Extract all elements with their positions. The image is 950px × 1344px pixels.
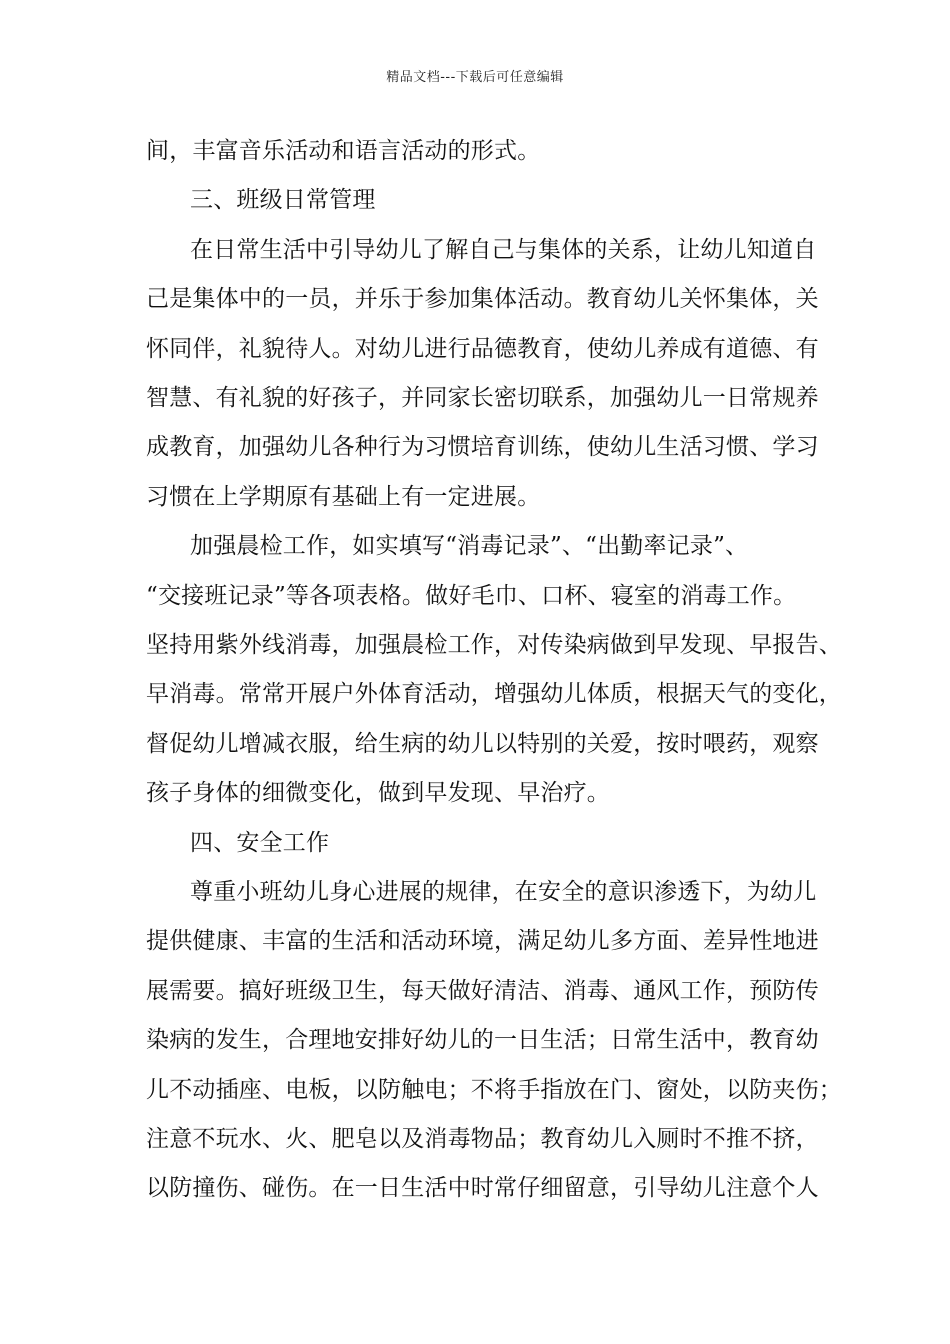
text-line: 尊重小班幼儿身心进展的规律，在安全的意识渗透下，为幼儿 xyxy=(190,879,817,905)
text-line: “交接班记录”等各项表格。做好毛巾、口杯、寝室的消毒工作。 xyxy=(146,583,797,609)
text-line: 加强晨检工作，如实填写“消毒记录”、“出勤率记录”、 xyxy=(190,533,749,559)
page-header: 精品文档---下载后可任意编辑 xyxy=(386,70,564,85)
text-line: 智慧、有礼貌的好孩子，并同家长密切联系，加强幼儿一日常规养 xyxy=(146,385,819,411)
text-line: 提供健康、丰富的生活和活动环境，满足幼儿多方面、差异性地进 xyxy=(146,928,819,954)
text-line: 展需要。搞好班级卫生，每天做好清洁、消毒、通风工作，预防传 xyxy=(146,978,819,1004)
text-line: 怀同伴，礼貌待人。对幼儿进行品德教育，使幼儿养成有道德、有 xyxy=(146,336,819,362)
text-line: 督促幼儿增减衣服，给生病的幼儿以特别的关爱，按时喂药，观察 xyxy=(146,731,819,757)
text-line: 己是集体中的一员，并乐于参加集体活动。教育幼儿关怀集体，关 xyxy=(146,286,819,312)
text-line: 坚持用紫外线消毒，加强晨检工作，对传染病做到早发现、早报告、 xyxy=(146,632,842,658)
text-line: 早消毒。常常开展户外体育活动，增强幼儿体质，根据天气的变化， xyxy=(146,681,842,707)
text-line: 染病的发生，合理地安排好幼儿的一日生活；日常生活中，教育幼 xyxy=(146,1027,819,1053)
text-line: 四、安全工作 xyxy=(190,830,330,856)
text-line: 三、班级日常管理 xyxy=(190,187,376,213)
text-line: 注意不玩水、火、肥皂以及消毒物品；教育幼儿入厕时不推不挤， xyxy=(146,1126,819,1152)
text-line: 习惯在上学期原有基础上有一定进展。 xyxy=(146,484,541,510)
text-line: 孩子身体的细微变化，做到早发现、早治疗。 xyxy=(146,780,610,806)
text-line: 在日常生活中引导幼儿了解自己与集体的关系，让幼儿知道自 xyxy=(190,237,817,263)
text-line: 成教育，加强幼儿各种行为习惯培育训练，使幼儿生活习惯、学习 xyxy=(146,434,819,460)
text-line: 儿不动插座、电板，以防触电；不将手指放在门、窗处，以防夹伤； xyxy=(146,1077,842,1103)
text-line: 以防撞伤、碰伤。在一日生活中时常仔细留意，引导幼儿注意个人 xyxy=(146,1175,819,1201)
text-line: 间，丰富音乐活动和语言活动的形式。 xyxy=(146,138,541,164)
